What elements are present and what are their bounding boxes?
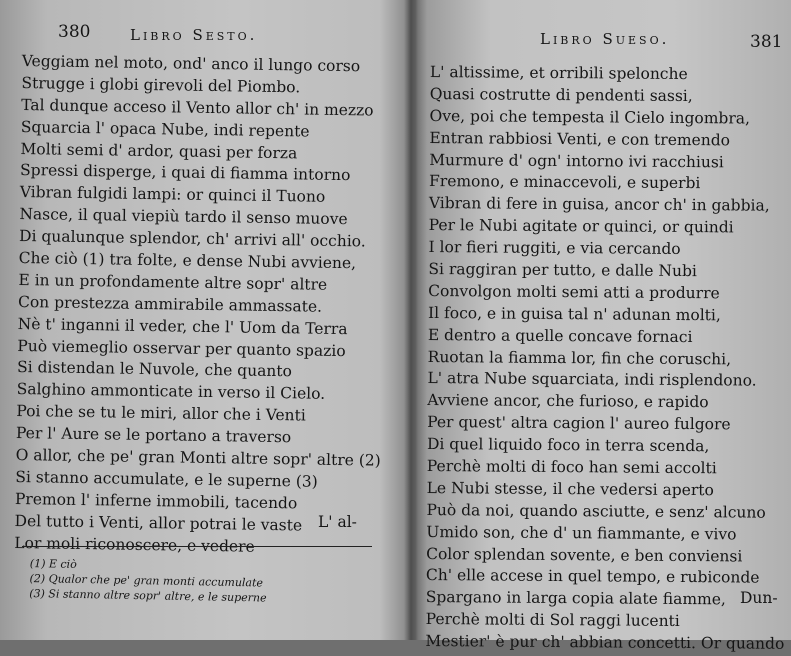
verse-line: Si distendan le Nuvole, che quanto: [16, 358, 293, 381]
verse-line: L' altissime, et orribili spelonche: [429, 62, 688, 84]
verse-line: Ove, poi che tempesta il Cielo ingombra,: [429, 106, 751, 128]
verse-line: Vibran di fere in guisa, ancor ch' in gabbia,: [428, 194, 770, 216]
verse-line: I lor fieri ruggiti, e via cercando: [428, 238, 681, 259]
footnote-rule: [22, 546, 372, 547]
footnote: (1) E ciò: [29, 556, 77, 571]
verse-line: Poi che se tu le miri, allor che i Venti: [16, 402, 306, 425]
right-page: [412, 0, 791, 653]
footnotes-block: [29, 556, 267, 606]
verse-line: Strugge i globi girevoli del Piombo.: [21, 73, 301, 97]
verse-line: Entran rabbiosi Venti, e con tremendo: [429, 128, 731, 150]
verse-line: Per le Nubi agitate or quinci, or quindi: [428, 216, 734, 237]
verse-line: Può viemeglio osservar per quanto spazio: [17, 336, 346, 360]
verse-line: Avviene ancor, che furioso, e rapido: [427, 391, 709, 412]
verse-line: Lor moli riconoscere, e vedere: [14, 533, 255, 556]
verse-line: Ruotan la fiamma lor, fin che coruschi,: [427, 347, 732, 368]
verse-line: Del tutto i Venti, allor potrai le vaste: [14, 511, 303, 535]
verse-line: Perchè molti di foco han semi accolti: [426, 457, 717, 478]
verse-line: E in un profondamente altre sopr' altre: [18, 270, 328, 294]
left-page-number: 380: [58, 22, 91, 42]
verse-line: Veggiam nel moto, ond' anco il lungo corso: [21, 51, 361, 76]
verse-line: Mestier' è pur ch' abbian concetti. Or quando: [425, 632, 785, 653]
verse-line: Può da noi, quando asciutte, e senz' alcuno: [426, 500, 766, 522]
verse-line: Tal dunque acceso il Vento allor ch' in mezzo: [21, 95, 374, 120]
verse-line: Fremono, e minaccevoli, e superbi: [428, 172, 701, 193]
verse-line: Di quel liquido foco in terra scenda,: [426, 435, 710, 456]
left-catchword: L' al-: [318, 513, 357, 531]
verse-line: Molti semi d' ardor, quasi per forza: [20, 139, 298, 162]
verse-line: Vibran fulgidi lampi: or quinci il Tuono: [19, 183, 326, 207]
verse-line: Convolgon molti semi atti a produrre: [428, 281, 720, 303]
verse-line: Quasi costrutte di pendenti sassi,: [429, 84, 693, 105]
verse-line: Le Nubi stesse, il che vedersi aperto: [426, 478, 714, 500]
verse-line: Color splendan sovente, e ben conviensi: [426, 544, 743, 566]
footnote: (3) Si stanno altre sopr' altre, e le superne: [29, 586, 267, 605]
verse-line: Umido son, che d' un fiammante, e vivo: [426, 522, 737, 544]
verse-line: Spressi disperge, i quai di fiamma intorno: [19, 161, 351, 185]
right-page-number: 381: [750, 32, 783, 52]
verse-line: Che ciò (1) tra folte, e dense Nubi avviene,: [18, 248, 357, 273]
verse-line: Squarcia l' opaca Nube, indi repente: [20, 117, 310, 141]
verse-line: Nè t' inganni il veder, che l' Uom da Terra: [17, 314, 348, 338]
verse-line: L' atra Nube squarciata, indi risplendono.: [427, 369, 757, 391]
footnote: (2) Qualor che pe' gran monti accumulate: [29, 571, 264, 590]
verse-line: E dentro a quelle concave fornaci: [427, 325, 693, 346]
verse-line: Per l' Aure se le portano a traverso: [15, 424, 292, 447]
verse-line: Si raggiran per tutto, e dalle Nubi: [428, 260, 697, 281]
verse-line: Salghino ammonticate in verso il Cielo.: [16, 380, 326, 404]
verse-line: Nasce, il qual viepiù tardo il senso muove: [19, 205, 348, 229]
verse-line: O allor, che pe' gran Monti altre sopr' altre (2): [15, 445, 381, 470]
verse-line: Di qualunque splendor, ch' arrivi all' occhio.: [18, 227, 366, 251]
verse-line: Con prestezza ammirabile ammassate.: [17, 292, 323, 316]
verse-line: Per quest' altra cagion l' aureo fulgore: [427, 413, 731, 434]
verse-line: Il foco, e in guisa tal n' adunan molti,: [427, 303, 721, 325]
verse-line: Spargano in larga copia alate fiamme,: [425, 588, 726, 609]
right-catchword: Dun-: [740, 589, 778, 607]
verse-line: Perchè molti di Sol raggi lucenti: [425, 610, 680, 631]
left-running-header: Libro Sesto.: [130, 26, 258, 44]
verse-line: Premon l' inferne immobili, tacendo: [14, 489, 298, 513]
verse-line: Si stanno accumulate, e le superne (3): [15, 467, 318, 491]
verse-line: Murmure d' ogn' intorno ivi racchiusi: [429, 150, 724, 171]
right-running-header: Libro Sueso.: [540, 30, 670, 48]
right-verse-block: [425, 62, 789, 656]
left-verse-block: [14, 51, 387, 560]
verse-line: Ch' elle accese in quel tempo, e rubiconde: [425, 566, 760, 588]
